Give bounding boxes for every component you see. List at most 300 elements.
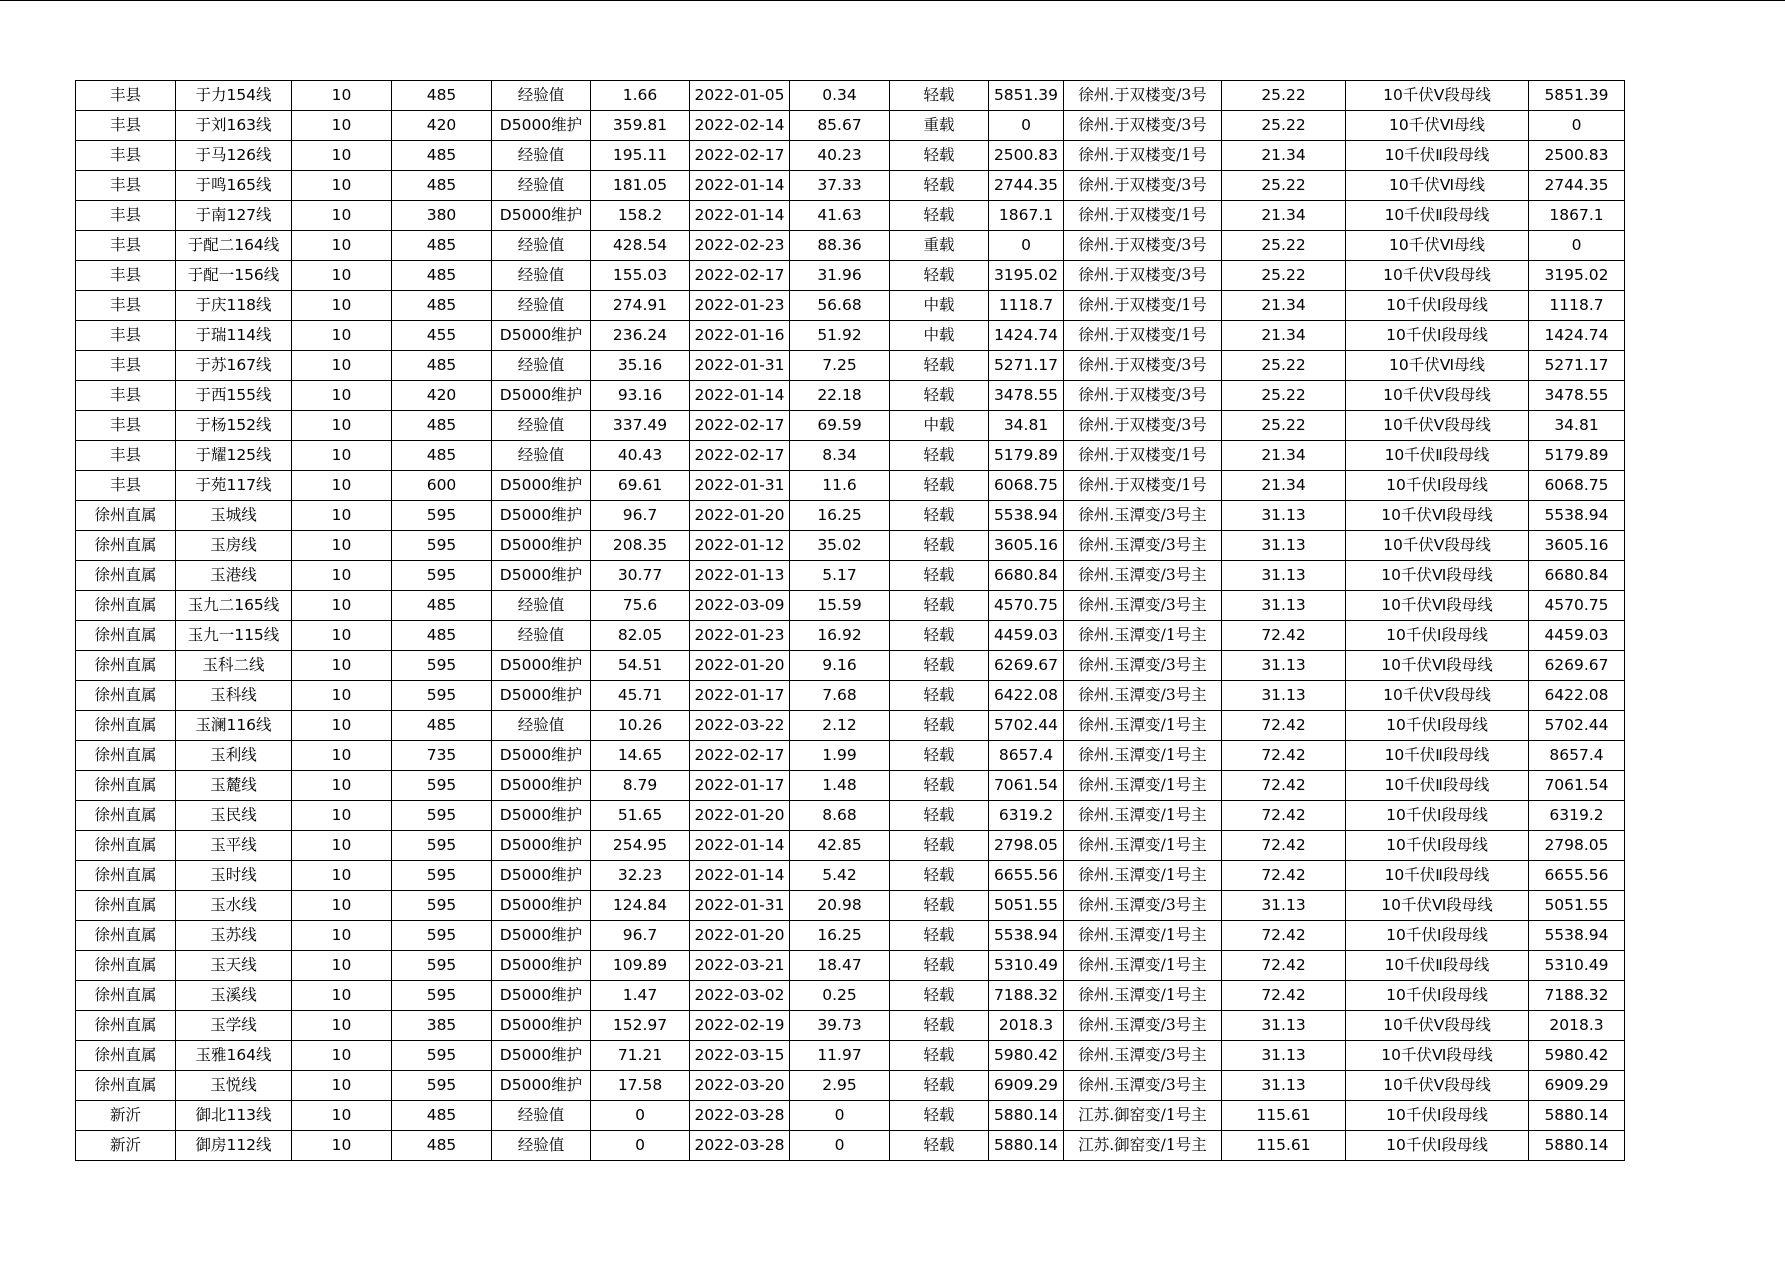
cell-line-name: 于南127线 xyxy=(176,201,292,231)
cell-substation-transformer: 徐州.于双楼变/1号 xyxy=(1064,141,1222,171)
cell-voltage: 10 xyxy=(292,891,392,921)
cell-date: 2022-01-16 xyxy=(690,321,790,351)
cell-date: 2022-01-14 xyxy=(690,831,790,861)
cell-bus-section: 10千伏Ⅰ段母线 xyxy=(1346,801,1529,831)
cell-remaining: 5051.55 xyxy=(989,891,1064,921)
cell-rated-current: 485 xyxy=(392,1131,492,1161)
cell-bus-section: 10千伏Ⅵ段母线 xyxy=(1346,891,1529,921)
table-row xyxy=(76,141,1625,171)
cell-line-name: 玉学线 xyxy=(176,1011,292,1041)
cell-remaining: 34.81 xyxy=(989,411,1064,441)
cell-date: 2022-01-05 xyxy=(690,81,790,111)
cell-load-level: 轻载 xyxy=(890,831,989,861)
data-table xyxy=(75,80,1625,1161)
cell-date: 2022-02-17 xyxy=(690,141,790,171)
cell-transformer-value: 72.42 xyxy=(1222,951,1346,981)
cell-load-rate: 0 xyxy=(790,1101,890,1131)
cell-line-name: 于西155线 xyxy=(176,381,292,411)
table-row xyxy=(76,951,1625,981)
cell-remaining: 1118.7 xyxy=(989,291,1064,321)
cell-substation-transformer: 江苏.御窑变/1号主 xyxy=(1064,1131,1222,1161)
cell-line-name: 于杨152线 xyxy=(176,411,292,441)
table-row xyxy=(76,411,1625,441)
cell-available: 4570.75 xyxy=(1529,591,1625,621)
cell-voltage: 10 xyxy=(292,381,392,411)
cell-line-name: 于鸣165线 xyxy=(176,171,292,201)
cell-bus-section: 10千伏Ⅱ段母线 xyxy=(1346,951,1529,981)
cell-line-name: 于耀125线 xyxy=(176,441,292,471)
cell-voltage: 10 xyxy=(292,741,392,771)
cell-source-method: 经验值 xyxy=(492,171,591,201)
cell-load-level: 轻载 xyxy=(890,1041,989,1071)
cell-substation-transformer: 徐州.于双楼变/3号 xyxy=(1064,411,1222,441)
cell-current-value: 8.79 xyxy=(591,771,690,801)
cell-load-rate: 2.95 xyxy=(790,1071,890,1101)
cell-rated-current: 485 xyxy=(392,1101,492,1131)
cell-voltage: 10 xyxy=(292,231,392,261)
cell-current-value: 71.21 xyxy=(591,1041,690,1071)
cell-date: 2022-02-19 xyxy=(690,1011,790,1041)
cell-substation-transformer: 徐州.于双楼变/3号 xyxy=(1064,381,1222,411)
cell-bus-section: 10千伏Ⅰ段母线 xyxy=(1346,711,1529,741)
cell-voltage: 10 xyxy=(292,291,392,321)
cell-load-level: 轻载 xyxy=(890,531,989,561)
cell-transformer-value: 72.42 xyxy=(1222,831,1346,861)
cell-remaining: 6422.08 xyxy=(989,681,1064,711)
cell-source-method: D5000维护 xyxy=(492,771,591,801)
table-row xyxy=(76,531,1625,561)
cell-current-value: 75.6 xyxy=(591,591,690,621)
page-top-rule xyxy=(0,0,1785,1)
cell-source-method: D5000维护 xyxy=(492,921,591,951)
cell-region: 徐州直属 xyxy=(76,711,176,741)
cell-available: 5271.17 xyxy=(1529,351,1625,381)
cell-current-value: 93.16 xyxy=(591,381,690,411)
cell-date: 2022-02-17 xyxy=(690,441,790,471)
cell-current-value: 158.2 xyxy=(591,201,690,231)
cell-current-value: 96.7 xyxy=(591,921,690,951)
cell-current-value: 359.81 xyxy=(591,111,690,141)
cell-available: 6269.67 xyxy=(1529,651,1625,681)
cell-load-rate: 5.42 xyxy=(790,861,890,891)
cell-available: 6909.29 xyxy=(1529,1071,1625,1101)
cell-load-rate: 1.99 xyxy=(790,741,890,771)
cell-available: 1424.74 xyxy=(1529,321,1625,351)
table-row xyxy=(76,651,1625,681)
cell-substation-transformer: 徐州.于双楼变/3号 xyxy=(1064,231,1222,261)
cell-line-name: 玉九一115线 xyxy=(176,621,292,651)
cell-load-rate: 40.23 xyxy=(790,141,890,171)
cell-bus-section: 10千伏Ⅵ母线 xyxy=(1346,171,1529,201)
cell-transformer-value: 31.13 xyxy=(1222,1011,1346,1041)
cell-load-level: 轻载 xyxy=(890,171,989,201)
cell-voltage: 10 xyxy=(292,951,392,981)
cell-rated-current: 485 xyxy=(392,621,492,651)
cell-source-method: 经验值 xyxy=(492,591,591,621)
cell-current-value: 337.49 xyxy=(591,411,690,441)
cell-source-method: D5000维护 xyxy=(492,381,591,411)
cell-available: 5310.49 xyxy=(1529,951,1625,981)
cell-current-value: 10.26 xyxy=(591,711,690,741)
cell-line-name: 玉利线 xyxy=(176,741,292,771)
cell-region: 徐州直属 xyxy=(76,861,176,891)
cell-region: 徐州直属 xyxy=(76,921,176,951)
cell-remaining: 6269.67 xyxy=(989,651,1064,681)
cell-voltage: 10 xyxy=(292,1101,392,1131)
cell-line-name: 于庆118线 xyxy=(176,291,292,321)
cell-transformer-value: 31.13 xyxy=(1222,531,1346,561)
cell-load-level: 轻载 xyxy=(890,741,989,771)
cell-bus-section: 10千伏Ⅴ段母线 xyxy=(1346,261,1529,291)
cell-line-name: 御房112线 xyxy=(176,1131,292,1161)
cell-voltage: 10 xyxy=(292,411,392,441)
cell-substation-transformer: 徐州.玉潭变/3号主 xyxy=(1064,681,1222,711)
cell-region: 徐州直属 xyxy=(76,951,176,981)
cell-current-value: 17.58 xyxy=(591,1071,690,1101)
cell-load-rate: 41.63 xyxy=(790,201,890,231)
cell-transformer-value: 72.42 xyxy=(1222,621,1346,651)
cell-bus-section: 10千伏Ⅱ段母线 xyxy=(1346,741,1529,771)
cell-current-value: 40.43 xyxy=(591,441,690,471)
cell-line-name: 玉苏线 xyxy=(176,921,292,951)
cell-transformer-value: 115.61 xyxy=(1222,1131,1346,1161)
cell-region: 丰县 xyxy=(76,141,176,171)
cell-remaining: 4570.75 xyxy=(989,591,1064,621)
cell-date: 2022-02-17 xyxy=(690,261,790,291)
cell-substation-transformer: 徐州.于双楼变/1号 xyxy=(1064,471,1222,501)
cell-load-level: 中载 xyxy=(890,411,989,441)
cell-load-level: 轻载 xyxy=(890,591,989,621)
cell-load-rate: 88.36 xyxy=(790,231,890,261)
cell-transformer-value: 72.42 xyxy=(1222,711,1346,741)
cell-load-rate: 22.18 xyxy=(790,381,890,411)
cell-source-method: D5000维护 xyxy=(492,651,591,681)
table-row xyxy=(76,831,1625,861)
cell-source-method: 经验值 xyxy=(492,1131,591,1161)
cell-rated-current: 595 xyxy=(392,1041,492,1071)
cell-date: 2022-01-12 xyxy=(690,531,790,561)
cell-available: 1118.7 xyxy=(1529,291,1625,321)
cell-current-value: 1.66 xyxy=(591,81,690,111)
cell-source-method: 经验值 xyxy=(492,711,591,741)
cell-rated-current: 595 xyxy=(392,891,492,921)
cell-available: 5702.44 xyxy=(1529,711,1625,741)
cell-bus-section: 10千伏Ⅰ段母线 xyxy=(1346,831,1529,861)
cell-source-method: D5000维护 xyxy=(492,111,591,141)
cell-load-rate: 39.73 xyxy=(790,1011,890,1041)
table-row xyxy=(76,81,1625,111)
cell-region: 丰县 xyxy=(76,111,176,141)
table-row xyxy=(76,741,1625,771)
cell-rated-current: 595 xyxy=(392,771,492,801)
cell-remaining: 6909.29 xyxy=(989,1071,1064,1101)
cell-available: 5980.42 xyxy=(1529,1041,1625,1071)
cell-load-rate: 7.25 xyxy=(790,351,890,381)
cell-date: 2022-01-31 xyxy=(690,471,790,501)
cell-voltage: 10 xyxy=(292,1041,392,1071)
cell-substation-transformer: 徐州.于双楼变/3号 xyxy=(1064,351,1222,381)
cell-remaining: 1424.74 xyxy=(989,321,1064,351)
table-row xyxy=(76,981,1625,1011)
cell-source-method: D5000维护 xyxy=(492,561,591,591)
cell-bus-section: 10千伏Ⅴ段母线 xyxy=(1346,531,1529,561)
cell-region: 丰县 xyxy=(76,81,176,111)
cell-bus-section: 10千伏Ⅰ段母线 xyxy=(1346,471,1529,501)
cell-transformer-value: 25.22 xyxy=(1222,411,1346,441)
cell-voltage: 10 xyxy=(292,1131,392,1161)
cell-rated-current: 485 xyxy=(392,591,492,621)
cell-source-method: D5000维护 xyxy=(492,681,591,711)
cell-source-method: 经验值 xyxy=(492,621,591,651)
cell-load-level: 轻载 xyxy=(890,921,989,951)
cell-source-method: D5000维护 xyxy=(492,1071,591,1101)
cell-date: 2022-01-14 xyxy=(690,861,790,891)
cell-load-level: 轻载 xyxy=(890,141,989,171)
cell-rated-current: 735 xyxy=(392,741,492,771)
cell-load-level: 中载 xyxy=(890,321,989,351)
cell-voltage: 10 xyxy=(292,861,392,891)
cell-voltage: 10 xyxy=(292,471,392,501)
cell-load-level: 轻载 xyxy=(890,801,989,831)
cell-line-name: 玉房线 xyxy=(176,531,292,561)
cell-available: 5179.89 xyxy=(1529,441,1625,471)
cell-bus-section: 10千伏Ⅵ段母线 xyxy=(1346,561,1529,591)
cell-current-value: 208.35 xyxy=(591,531,690,561)
cell-bus-section: 10千伏Ⅵ段母线 xyxy=(1346,651,1529,681)
cell-rated-current: 485 xyxy=(392,261,492,291)
cell-substation-transformer: 徐州.玉潭变/3号主 xyxy=(1064,1011,1222,1041)
cell-substation-transformer: 徐州.于双楼变/3号 xyxy=(1064,81,1222,111)
cell-line-name: 玉港线 xyxy=(176,561,292,591)
cell-transformer-value: 21.34 xyxy=(1222,321,1346,351)
cell-source-method: D5000维护 xyxy=(492,891,591,921)
cell-voltage: 10 xyxy=(292,351,392,381)
cell-remaining: 2018.3 xyxy=(989,1011,1064,1041)
cell-remaining: 0 xyxy=(989,231,1064,261)
cell-current-value: 274.91 xyxy=(591,291,690,321)
cell-load-level: 轻载 xyxy=(890,561,989,591)
cell-date: 2022-02-23 xyxy=(690,231,790,261)
cell-available: 5880.14 xyxy=(1529,1101,1625,1131)
cell-substation-transformer: 徐州.玉潭变/1号主 xyxy=(1064,711,1222,741)
cell-remaining: 5179.89 xyxy=(989,441,1064,471)
cell-date: 2022-03-21 xyxy=(690,951,790,981)
cell-substation-transformer: 徐州.玉潭变/1号主 xyxy=(1064,801,1222,831)
cell-available: 5538.94 xyxy=(1529,921,1625,951)
cell-remaining: 6680.84 xyxy=(989,561,1064,591)
cell-date: 2022-01-14 xyxy=(690,201,790,231)
cell-voltage: 10 xyxy=(292,441,392,471)
cell-voltage: 10 xyxy=(292,81,392,111)
cell-load-rate: 11.6 xyxy=(790,471,890,501)
table-row xyxy=(76,441,1625,471)
cell-date: 2022-03-22 xyxy=(690,711,790,741)
cell-voltage: 10 xyxy=(292,1011,392,1041)
cell-line-name: 玉溪线 xyxy=(176,981,292,1011)
cell-region: 徐州直属 xyxy=(76,501,176,531)
cell-rated-current: 420 xyxy=(392,111,492,141)
cell-transformer-value: 25.22 xyxy=(1222,111,1346,141)
cell-rated-current: 595 xyxy=(392,801,492,831)
cell-bus-section: 10千伏Ⅴ段母线 xyxy=(1346,681,1529,711)
cell-load-level: 中载 xyxy=(890,291,989,321)
cell-current-value: 30.77 xyxy=(591,561,690,591)
cell-region: 徐州直属 xyxy=(76,531,176,561)
cell-current-value: 69.61 xyxy=(591,471,690,501)
cell-source-method: 经验值 xyxy=(492,141,591,171)
cell-available: 4459.03 xyxy=(1529,621,1625,651)
cell-transformer-value: 72.42 xyxy=(1222,741,1346,771)
cell-line-name: 玉雅164线 xyxy=(176,1041,292,1071)
cell-voltage: 10 xyxy=(292,261,392,291)
cell-load-rate: 8.34 xyxy=(790,441,890,471)
cell-line-name: 玉悦线 xyxy=(176,1071,292,1101)
cell-date: 2022-01-23 xyxy=(690,621,790,651)
cell-substation-transformer: 徐州.玉潭变/3号主 xyxy=(1064,591,1222,621)
cell-date: 2022-02-17 xyxy=(690,741,790,771)
cell-load-level: 轻载 xyxy=(890,681,989,711)
cell-remaining: 2744.35 xyxy=(989,171,1064,201)
cell-rated-current: 385 xyxy=(392,1011,492,1041)
cell-rated-current: 485 xyxy=(392,711,492,741)
cell-remaining: 2500.83 xyxy=(989,141,1064,171)
table-row xyxy=(76,201,1625,231)
cell-line-name: 于配二164线 xyxy=(176,231,292,261)
cell-available: 6319.2 xyxy=(1529,801,1625,831)
cell-load-rate: 16.25 xyxy=(790,501,890,531)
cell-rated-current: 595 xyxy=(392,1071,492,1101)
table-row xyxy=(76,471,1625,501)
cell-voltage: 10 xyxy=(292,771,392,801)
cell-load-rate: 11.97 xyxy=(790,1041,890,1071)
cell-voltage: 10 xyxy=(292,321,392,351)
cell-region: 丰县 xyxy=(76,291,176,321)
cell-region: 徐州直属 xyxy=(76,831,176,861)
cell-date: 2022-01-23 xyxy=(690,291,790,321)
cell-load-level: 轻载 xyxy=(890,861,989,891)
table-row xyxy=(76,591,1625,621)
cell-region: 徐州直属 xyxy=(76,891,176,921)
cell-available: 0 xyxy=(1529,111,1625,141)
table-row xyxy=(76,1041,1625,1071)
cell-line-name: 玉九二165线 xyxy=(176,591,292,621)
table-row xyxy=(76,1011,1625,1041)
cell-rated-current: 455 xyxy=(392,321,492,351)
cell-current-value: 0 xyxy=(591,1101,690,1131)
cell-source-method: 经验值 xyxy=(492,1101,591,1131)
cell-available: 34.81 xyxy=(1529,411,1625,441)
cell-date: 2022-02-14 xyxy=(690,111,790,141)
cell-voltage: 10 xyxy=(292,681,392,711)
cell-available: 3195.02 xyxy=(1529,261,1625,291)
cell-rated-current: 595 xyxy=(392,861,492,891)
cell-current-value: 181.05 xyxy=(591,171,690,201)
table-row xyxy=(76,321,1625,351)
cell-load-level: 轻载 xyxy=(890,1011,989,1041)
cell-voltage: 10 xyxy=(292,501,392,531)
cell-current-value: 124.84 xyxy=(591,891,690,921)
cell-current-value: 1.47 xyxy=(591,981,690,1011)
cell-substation-transformer: 江苏.御窑变/1号主 xyxy=(1064,1101,1222,1131)
cell-line-name: 玉麓线 xyxy=(176,771,292,801)
cell-region: 徐州直属 xyxy=(76,801,176,831)
cell-remaining: 5880.14 xyxy=(989,1131,1064,1161)
cell-rated-current: 600 xyxy=(392,471,492,501)
cell-available: 5880.14 xyxy=(1529,1131,1625,1161)
cell-available: 7061.54 xyxy=(1529,771,1625,801)
cell-bus-section: 10千伏Ⅴ段母线 xyxy=(1346,381,1529,411)
cell-region: 丰县 xyxy=(76,231,176,261)
cell-load-level: 轻载 xyxy=(890,441,989,471)
cell-transformer-value: 21.34 xyxy=(1222,471,1346,501)
cell-bus-section: 10千伏Ⅵ母线 xyxy=(1346,111,1529,141)
cell-line-name: 玉澜116线 xyxy=(176,711,292,741)
table-row xyxy=(76,861,1625,891)
cell-region: 丰县 xyxy=(76,411,176,441)
cell-region: 丰县 xyxy=(76,171,176,201)
cell-load-level: 轻载 xyxy=(890,1131,989,1161)
cell-load-rate: 8.68 xyxy=(790,801,890,831)
cell-line-name: 于刘163线 xyxy=(176,111,292,141)
cell-voltage: 10 xyxy=(292,921,392,951)
cell-load-rate: 9.16 xyxy=(790,651,890,681)
cell-load-rate: 16.92 xyxy=(790,621,890,651)
cell-available: 2744.35 xyxy=(1529,171,1625,201)
cell-region: 徐州直属 xyxy=(76,1071,176,1101)
cell-bus-section: 10千伏Ⅱ段母线 xyxy=(1346,141,1529,171)
cell-remaining: 5310.49 xyxy=(989,951,1064,981)
cell-current-value: 152.97 xyxy=(591,1011,690,1041)
cell-substation-transformer: 徐州.于双楼变/3号 xyxy=(1064,261,1222,291)
cell-remaining: 7061.54 xyxy=(989,771,1064,801)
cell-source-method: D5000维护 xyxy=(492,531,591,561)
cell-rated-current: 595 xyxy=(392,681,492,711)
cell-region: 丰县 xyxy=(76,201,176,231)
cell-remaining: 2798.05 xyxy=(989,831,1064,861)
cell-current-value: 82.05 xyxy=(591,621,690,651)
cell-region: 徐州直属 xyxy=(76,621,176,651)
cell-region: 丰县 xyxy=(76,441,176,471)
cell-transformer-value: 31.13 xyxy=(1222,561,1346,591)
cell-remaining: 5880.14 xyxy=(989,1101,1064,1131)
cell-voltage: 10 xyxy=(292,801,392,831)
cell-rated-current: 485 xyxy=(392,171,492,201)
cell-transformer-value: 31.13 xyxy=(1222,891,1346,921)
cell-date: 2022-03-15 xyxy=(690,1041,790,1071)
cell-date: 2022-01-17 xyxy=(690,681,790,711)
cell-bus-section: 10千伏Ⅱ段母线 xyxy=(1346,861,1529,891)
cell-available: 2018.3 xyxy=(1529,1011,1625,1041)
cell-source-method: 经验值 xyxy=(492,81,591,111)
cell-substation-transformer: 徐州.于双楼变/1号 xyxy=(1064,321,1222,351)
cell-date: 2022-01-20 xyxy=(690,801,790,831)
cell-substation-transformer: 徐州.玉潭变/3号主 xyxy=(1064,891,1222,921)
cell-available: 6655.56 xyxy=(1529,861,1625,891)
cell-date: 2022-01-17 xyxy=(690,771,790,801)
cell-line-name: 于马126线 xyxy=(176,141,292,171)
cell-transformer-value: 115.61 xyxy=(1222,1101,1346,1131)
cell-current-value: 54.51 xyxy=(591,651,690,681)
table-row xyxy=(76,771,1625,801)
cell-remaining: 0 xyxy=(989,111,1064,141)
cell-current-value: 14.65 xyxy=(591,741,690,771)
cell-load-level: 轻载 xyxy=(890,951,989,981)
cell-bus-section: 10千伏Ⅰ段母线 xyxy=(1346,1131,1529,1161)
cell-transformer-value: 72.42 xyxy=(1222,801,1346,831)
cell-current-value: 0 xyxy=(591,1131,690,1161)
cell-line-name: 玉天线 xyxy=(176,951,292,981)
cell-load-rate: 20.98 xyxy=(790,891,890,921)
